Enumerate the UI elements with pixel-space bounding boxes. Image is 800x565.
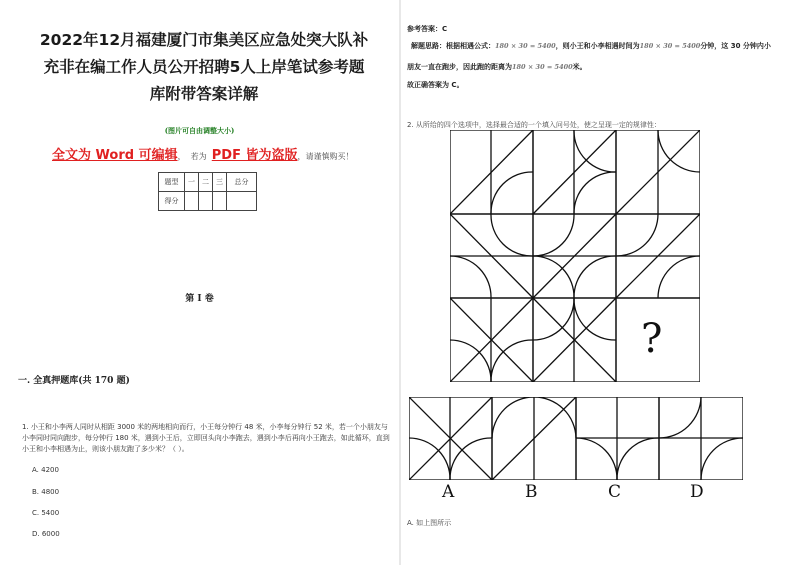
grid-cell-4 (450, 214, 533, 298)
option-label-c: C (608, 482, 622, 502)
grid-cell-8 (533, 298, 616, 382)
formula: 180 × 30 = 5400 (495, 42, 556, 50)
question-2-text: 2. 从所给的四个选项中，选择最合适的一个填入问号处，使之呈现一定的规律性： (407, 121, 661, 129)
document-title (18, 27, 390, 108)
explanation-line-2 (407, 62, 587, 72)
table-cell: 总分 (227, 173, 257, 192)
answer-line: A. 如上图所示 (407, 519, 452, 527)
options-strip (409, 397, 743, 480)
explanation-text: ，则小王和小李相遇时间为 (555, 42, 640, 50)
banner-warning: ，请谨慎购买！ (297, 152, 354, 161)
option-figure-b (492, 397, 576, 480)
table-cell: 二 (199, 173, 213, 192)
title-line-2: 充非在编工作人员公开招聘5人上岸笔试参考题 (43, 58, 365, 76)
grid-cell-3 (616, 130, 700, 214)
grid-cell-5 (533, 214, 616, 298)
word-banner (52, 144, 382, 163)
table-cell (213, 192, 227, 211)
title-line-1: 2022年12月福建厦门市集美区应急处突大队补 (39, 31, 369, 49)
score-table-row (159, 173, 257, 192)
explanation-text: 根据相遇公式： (446, 42, 495, 50)
table-cell (227, 192, 257, 211)
right-page (401, 0, 800, 565)
formula: 180 × 30 = 5400 (639, 42, 701, 50)
option-figure-a (409, 397, 492, 480)
section-heading: 一. 全真押题库(共 170 题) (18, 376, 130, 386)
option-c: C. 5400 (32, 509, 60, 517)
image-note: (图片可自由调整大小) (164, 126, 235, 135)
question-mark: ? (641, 316, 663, 362)
explanation-text: 分钟，这 30 分钟内小 (700, 42, 771, 50)
score-table-row (159, 192, 257, 211)
grid-cell-2 (533, 130, 616, 214)
option-d: D. 6000 (32, 530, 60, 538)
title-line-3: 库附带答案详解 (149, 85, 259, 103)
option-label-a: A (442, 482, 455, 502)
option-b: B. 4800 (32, 488, 60, 496)
formula: 180 × 30 = 5400 (512, 63, 573, 71)
table-cell (199, 192, 213, 211)
banner-if: 若为 (190, 152, 207, 161)
table-cell: 一 (185, 173, 199, 192)
explanation-text: 朋友一直在跑步，因此跑的距离为 (407, 63, 512, 71)
volume-heading: 第 I 卷 (185, 294, 214, 304)
grid-cell-1 (450, 130, 533, 214)
option-label-b: B (525, 482, 538, 502)
explanation-text: 米。 (572, 63, 587, 71)
table-cell (185, 192, 199, 211)
question-1-text: 1. 小王和小李两人同时从相距 3000 米的两地相向而行，小王每分钟行 48 米，小李每分钟行 52 米，若一个小朋友与小李同时同向跑步，每分钟行 180 米，遇到小王后，立即回头向小李跑去，遇到小李后再向小王跑去，如此循环，直到小王和小李相遇为止，则该小朋友跑了多少米？（ ）。 (22, 423, 390, 453)
left-page (0, 0, 399, 565)
option-a: A. 4200 (32, 466, 59, 474)
banner-pdf-pirated: PDF 皆为盗版 (211, 148, 298, 163)
table-cell: 三 (213, 173, 227, 192)
grid-cell-7 (450, 298, 533, 382)
puzzle-grid (450, 130, 700, 382)
table-cell: 题型 (159, 173, 185, 192)
reference-answer: 参考答案：C (407, 25, 448, 33)
explanation-line-1 (411, 41, 771, 51)
option-figure-d (659, 397, 743, 480)
option-label-d: D (690, 482, 704, 502)
explanation-line-3: 故正确答案为 C。 (407, 81, 464, 89)
explanation-label: 解题思路： (411, 42, 446, 50)
score-table (158, 172, 257, 211)
banner-word-editable: 全文为 Word 可编辑 (52, 148, 178, 163)
option-figure-c (576, 397, 659, 480)
banner-sep: ， (177, 152, 186, 161)
grid-cell-6 (616, 214, 700, 298)
table-cell: 得分 (159, 192, 185, 211)
